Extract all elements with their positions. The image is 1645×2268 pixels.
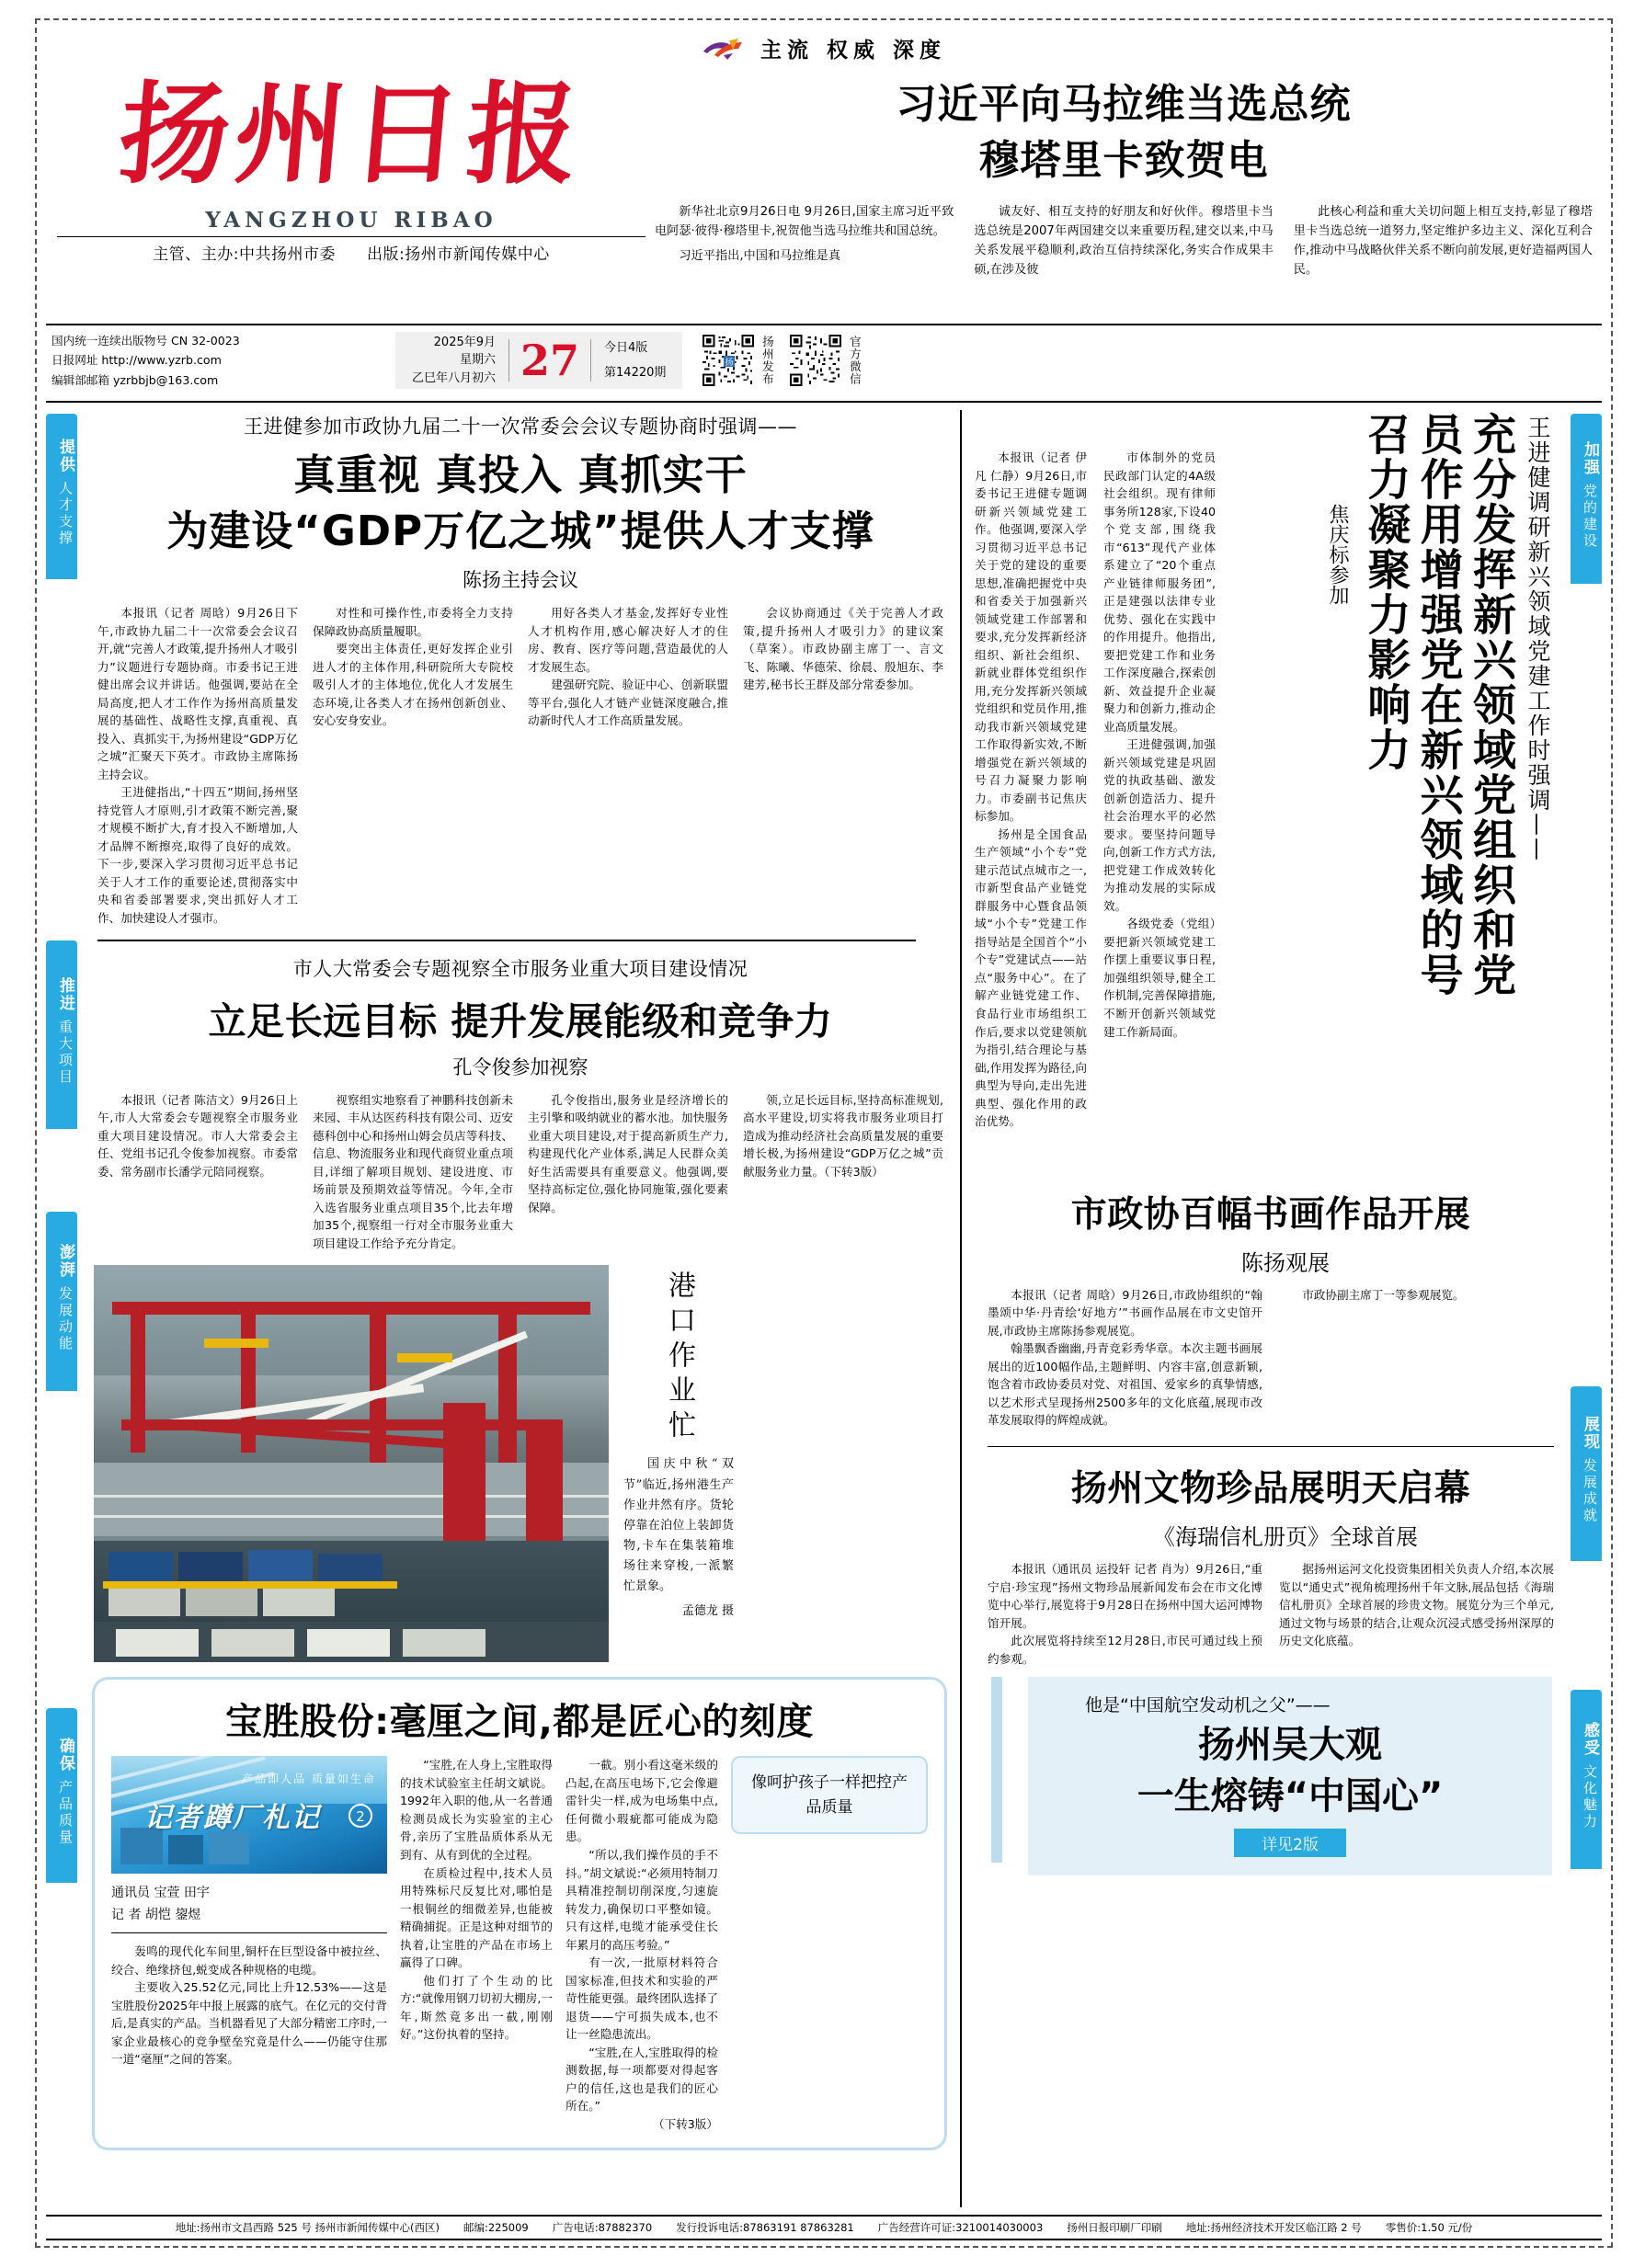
feature-sidenote-text: 像呵护孩子一样把控产品质量 <box>751 1773 908 1817</box>
credits-divider <box>111 1932 387 1933</box>
promo-wrap <box>969 1677 1602 1875</box>
section-flag-title: 展现 <box>1581 1416 1599 1452</box>
feature-para: 一截。别小看这毫米级的凸起,在高压电场下,它会像避雷针尖一样,成为电场集中点,任何微小瑕疵都可能成为隐患。 <box>565 1758 718 1844</box>
lead-col-1 <box>655 203 954 279</box>
photo-caption-para: 国庆中秋“双节”临近,扬州港生产作业井然有序。货轮停靠在泊位上装卸货物,卡车在集装箱堆场往来穿梭,一派繁忙景象。 <box>623 1457 734 1593</box>
story-headline: 充分发挥新兴领域党组织和党员作用增强党在新兴领域的号召力凝聚力影响力 <box>1360 412 1516 997</box>
section-flag-subtitle: 发展动能 <box>57 1285 74 1352</box>
story-para: 视察组实地察看了神鹏科技创新未来园、丰从达医药科技有限公司、迈安德科创中心和扬州山姆会员店等科技、信息、物流服务业和现代商贸业重点项目,详细了解项目规划、建设进度、市场前景及预期效益等情况。今年,全市入选省服务业重点项目35个,比去年增加35个,视察组一行对全市服务业重大项目建设工作给予充分肯定。 <box>313 1092 513 1250</box>
lead-headline <box>655 77 1593 188</box>
qr-code-icon[interactable] <box>790 335 841 386</box>
story-headline: 扬州文物珍品展明天启幕 <box>1070 1468 1471 1510</box>
publication-info-bar <box>46 324 1602 395</box>
story-col <box>97 1091 298 1253</box>
footer-address: 地址:扬州市文昌西路 525 号 扬州市新闻传媒中心(西区) <box>175 2221 440 2234</box>
story-para: 此次展览将持续至12月28日,市民可通过线上预约参观。 <box>988 1634 1262 1666</box>
feature-article <box>92 1677 947 2150</box>
factory-photo-caption: 产品即人品 质量如生命 <box>242 1772 376 1786</box>
party-story-body <box>969 449 1263 1131</box>
qr-label-wechat: 官方微信 <box>848 336 862 385</box>
story-subheadline: 《海瑞信札册页》全球首展 <box>1153 1524 1418 1551</box>
yangzhou-daily-logo-icon <box>702 37 749 61</box>
promo-kicker: 他是“中国航空发动机之父”—— <box>1085 1695 1331 1716</box>
promo-title-line1: 扬州吴大观 <box>1198 1724 1382 1767</box>
story-col <box>743 1091 943 1253</box>
feature-sidenote <box>731 1756 928 1834</box>
page-body <box>46 401 1602 2207</box>
story-para: 本报讯（记者 陈洁文）9月26日上午,市人大常委会专题视察全市服务业重大项目建设情况。市人大常委会主任、党组书记孔令俊参加视察。市委常委、常务副市长潘学元陪同视察。 <box>97 1092 298 1179</box>
page-count-label: 今日4版 <box>604 340 648 355</box>
story-col <box>313 1091 513 1253</box>
column-divider <box>960 410 962 2207</box>
story-para: 本报讯（记者 周晗）9月26日,市政协组织的“翰墨颂中华·丹青绘‘好地方’”书画作品展在市文史馆开展,市政协主席陈扬参观展览。 <box>988 1287 1262 1338</box>
svg-text:扬: 扬 <box>725 357 735 368</box>
footer-ad-phone: 广告电话:87882370 <box>552 2221 653 2234</box>
footer-price: 零售价:1.50 元/份 <box>1385 2221 1473 2234</box>
lead-para: 习近平指出,中国和马拉维是真 <box>679 249 841 264</box>
email-label[interactable]: 编辑部邮箱 yzrbbjb@163.com <box>51 372 219 387</box>
story-body <box>97 1091 943 1253</box>
lead-col-2 <box>974 203 1273 279</box>
nameplate <box>57 68 645 264</box>
feature-para: 他们打了个生动的比方:“就像用钢刀切初大棚房,一年,斯然竟多出一截,刚刚好。”这份执着的坚持。 <box>400 1973 553 2042</box>
section-divider <box>988 1446 1554 1448</box>
story-col <box>743 604 943 927</box>
date-text-group <box>412 334 496 388</box>
section-flag-title: 推进 <box>56 976 74 1012</box>
website-label[interactable]: 日报网址 http://www.yzrb.com <box>51 353 222 368</box>
story-headline: 市政协百幅书画作品开展 <box>1070 1193 1471 1236</box>
photo-caption-title: 港口作业忙 <box>663 1271 695 1446</box>
promo-box[interactable] <box>1028 1677 1552 1875</box>
issn-label: 国内统一连续出版物号 CN 32-0023 <box>51 333 240 348</box>
left-column <box>46 403 953 2207</box>
feature-col-1 <box>111 1756 387 2133</box>
story-body <box>969 1286 1602 1430</box>
section-flag-subtitle: 人才支撑 <box>57 480 74 547</box>
story-byline: 陈扬主持会议 <box>463 569 578 591</box>
issue-number-label: 第14220期 <box>604 366 667 380</box>
story-para: 要突出主体责任,更好发挥企业引进人才的主体作用,科研院所大专院校吸引人才的主体地位,优化人才发展生态环境,让各类人才在扬州创新创业、安心安身安业。 <box>313 642 513 728</box>
story-subheadline: 陈扬观展 <box>1241 1249 1330 1276</box>
publication-identifiers <box>46 331 377 391</box>
section-divider <box>97 940 916 941</box>
story-col <box>528 1091 728 1253</box>
promo-title-line2: 一生熔铸“中国心” <box>1137 1775 1444 1818</box>
section-flag-party-building <box>1571 414 1602 584</box>
lead-col-3 <box>1294 203 1593 279</box>
story-col <box>1279 1560 1554 1668</box>
feature-col-3 <box>565 1756 718 2133</box>
date-year-month: 2025年9月 <box>433 335 497 349</box>
lead-story <box>655 77 1593 280</box>
story-para: 会议协商通过《关于完善人才政策,提升扬州人才吸引力》的建议案（草案）。市政协副主席丁一、言文飞、陈曦、华德荣、徐晨、殷旭东、李建芳,秘书长王群及部分常委参加。 <box>743 606 943 692</box>
story-col <box>1279 1286 1554 1430</box>
section-flag-subtitle: 产品质量 <box>57 1779 74 1846</box>
slogan-text: 主流 权威 深度 <box>760 39 946 63</box>
lead-para: 新华社北京9月26日电 9月26日,国家主席习近平致电阿瑟·彼得·穆塔里卡,祝贺他当选马拉维共和国总统。 <box>655 205 954 239</box>
story-body <box>969 1560 1602 1668</box>
story-para: 建强研究院、验证中心、创新联盟等平台,强化人才链产业链深度融合,推动新时代人才工作高质量发展。 <box>528 678 728 728</box>
edition-group <box>604 336 666 386</box>
story-col <box>988 1560 1262 1668</box>
feature-para: “所以,我们操作员的手不抖。”胡文斌说:“必须用特制刀具精准控制切削深度,匀速旋转发力,确保切口平整如镜。只有这样,电缆才能承受住长年累月的高压考验。” <box>565 1848 718 1952</box>
feature-para: 主要收入25.52亿元,同比上升12.53%——这是宝胜股份2025年中报上展露的底气。在亿元的交付背后,是真实的产品。当机器看见了大部分精密工序时,一家企业最核心的竞争壁垒究竟是什么——仍能守住那一道“毫厘”之间的答案。 <box>111 1980 387 2067</box>
qr-block-wechat[interactable] <box>790 335 862 386</box>
slogan-row <box>37 33 1611 63</box>
feature-body <box>111 1756 928 2133</box>
section-flag-title: 感受 <box>1581 1721 1599 1757</box>
lead-body <box>655 203 1593 279</box>
story-para: 扬州是全国食品生产领域“小个专”党建示范试点城市之一,市新型食品产业链党群服务中心暨食品领域“小个专”党建工作指导站是全国首个“小个专”党建试点——站点“服务中心”。在了解产业链党建工作、食品行业市场组织工作后,要求以党建领航为指引,结合理论与基础,作用发挥为路径,向典型为导向,走出先进典型、强化作用的政治优势。 <box>975 826 1087 1129</box>
story-para: 各级党委（党组）要把新兴领域党建工作摆上重要议事日程,加强组织领导,健全工作机制,完善保障措施,不断开创新兴领域党建工作新局面。 <box>1103 917 1216 1039</box>
story-kicker: 王进健调研新兴领域党建工作时强调—— <box>1525 416 1551 862</box>
story-para: 市政协副主席丁一等参观展览。 <box>1302 1287 1465 1302</box>
date-block <box>395 332 682 389</box>
footer-postcode: 邮编:225009 <box>463 2221 529 2234</box>
footer-distribution-phone: 发行投诉电话:87863191 87863281 <box>676 2221 854 2234</box>
footer-print-address: 地址:扬州经济技术开发区临江路 2 号 <box>1185 2221 1362 2234</box>
photo-caption-text <box>623 1454 734 1597</box>
lead-para: 此核心利益和重大关切问题上相互支持,彰显了穆塔里卡当选总统一道努力,坚定维护多边主义、深化互利合作,推动中马战略伙伴关系不断向前发展,更好造福两国人民。 <box>1293 205 1593 278</box>
story-byline: 焦庆标参加 <box>1326 504 1350 605</box>
publisher-label: 出版:扬州市新闻传媒中心 <box>367 245 550 265</box>
administrator-label: 主管、主办:中共扬州市委 <box>153 245 336 265</box>
photo-caption <box>623 1265 734 1662</box>
feature-correspondent: 通讯员 宝萱 田宇 <box>111 1886 210 1901</box>
feature-para: 轰鸣的现代化车间里,铜杆在巨型设备中被拉丝、绞合、绝缘挤包,蜕变成各种规格的电缆。 <box>111 1944 387 1977</box>
feature-para: “宝胜,在人身上,宝胜取得的技术试验室主任胡文斌说。1992年入职的他,从一名普通检测员成长为实验室的主心骨,亲历了宝胜品质体系从无到有、从有到优的全过程。 <box>400 1758 553 1862</box>
feature-credits <box>111 1883 387 1927</box>
factory-photo <box>111 1756 387 1874</box>
story-col <box>1103 449 1216 1131</box>
story-para: 本报讯（记者 伊凡 仁静）9月26日,市委书记王进健专题调研新兴领域党建工作。他强调,要深入学习贯彻习近平总书记关于党的建设的重要思想,准确把握党中央和省委关于加强新兴领域党建工作部署和要求,充分发挥新经济组织、新社会组织、新就业群体党组织作用,充分发挥新兴领域党组织和党员作用,推动我市新兴领域党建工作取得新实效,不断增强党在新兴领域的号召力凝聚力影响力。市委副书记焦庆标参加。 <box>975 450 1087 824</box>
lead-headline-line2: 穆塔里卡致贺电 <box>978 136 1269 184</box>
series-number-badge: 2 <box>348 1804 372 1828</box>
story-headline: 立足长远目标 提升发展能级和竞争力 <box>208 998 833 1043</box>
story-para: 翰墨飘香幽幽,丹青竞彩秀华章。本次主题书画展展出的近100幅作品,主题鲜明、内容丰富,创意新颖,饱含着市政协委员对党、对祖国、爱家乡的真挚情感,以艺术形式呈现扬州2500多年的文化底蕴,展现市改革发展取得的辉煌成就。 <box>988 1341 1262 1428</box>
section-flag-quality-assurance <box>46 1708 77 1883</box>
page-footer <box>46 2215 1602 2240</box>
story-byline: 孔令俊参加视察 <box>452 1055 588 1078</box>
feature-para: 在质检过程中,技术人员用特殊标尺反复比对,哪怕是一根铜丝的细微差异,也能被精确捕捉。正是这种对细节的执着,让宝胜的产品在市场上赢得了口碑。 <box>400 1865 553 1970</box>
story-col <box>313 604 513 927</box>
feature-continued-note: （下转3版） <box>653 2116 718 2131</box>
qr-code-icon[interactable] <box>703 335 754 386</box>
feature-para: “宝胜,在人,宝胜取得的检测数据,每一项都要对得起客户的信任,这也是我们的匠心所在。” <box>565 2045 718 2114</box>
photo-block <box>94 1265 953 1662</box>
section-flag-title: 澎湃 <box>56 1243 74 1279</box>
section-flag-subtitle: 文化魅力 <box>1582 1763 1598 1830</box>
story-para: 对性和可操作性,市委将全力支持保障政协高质量履职。 <box>313 606 513 638</box>
photo-credit: 孟德龙 摄 <box>681 1604 734 1619</box>
story-kicker: 市人大常委会专题视察全市服务业重大项目建设情况 <box>292 957 748 980</box>
feature-col-text <box>111 1943 387 2069</box>
story-projects <box>46 954 953 1253</box>
date-lunar: 乙巳年八月初六 <box>412 370 497 385</box>
qr-label-yangzhou-fabu: 扬州发布 <box>760 336 775 385</box>
story-para: 本报讯（记者 周晗）9月26日下午,市政协九届二十一次常委会会议召开,就“完善人才政策,提升扬州人才吸引力”议题进行专题协商。市委书记王进健出席会议并讲话。他强调,要站在全局高度,把人才工作作为扬州高质量发展的基础性、战略性支撑,真重视、真投入、真抓实干,为扬州建设“GDP万亿之城”汇聚天下英才。市政协主席陈扬主持会议。 <box>97 606 298 781</box>
masthead <box>37 20 1611 324</box>
section-flag-title: 加强 <box>1581 440 1599 476</box>
story-para: 王进健指出,“十四五”期间,扬州坚持党管人才原则,引才政策不断完善,聚才规模不断扩大,育才投入不断增加,人才品牌不断擦亮,取得了良好的成效。下一步,要深入学习贯彻习近平总书记关于人才工作的重要论述,贯彻落实中央和省委部署要求,突出抓好人才工作、加快建设人才强市。 <box>97 785 298 925</box>
port-photo <box>94 1265 609 1662</box>
publisher-line <box>57 236 645 264</box>
story-headline-2: 为建设“GDP万亿之城”提供人才支撑 <box>166 506 874 555</box>
section-flag-talent-support <box>46 414 77 579</box>
story-col <box>988 1286 1262 1430</box>
story-para: 孔令俊指出,服务业是经济增长的主引擎和吸纳就业的蓄水池。加快服务业重大项目建设,对于提高新质生产力,构建现代化产业体系,满足人民群众美好生活需要具有重要意义。他强调,要坚持高标定位,强化协同施策,强化要素保障。 <box>528 1092 728 1214</box>
section-flag-title: 提供 <box>56 439 74 474</box>
section-flag-development-momentum <box>46 1212 77 1391</box>
story-para: 领,立足长远目标,坚持高标准规划,高水平建设,切实将我市服务业项目打造成为推动经济社会高质量发展的重要增长极,为扬州建设“GDP万亿之城”贡献服务业力量。（下转3版） <box>743 1092 943 1179</box>
story-para: 用好各类人才基金,发挥好专业性人才机构作用,感心解决好人才的住房、教育、医疗等问题,营造最优的人才发展生态。 <box>528 606 728 674</box>
section-flag-title: 确保 <box>56 1738 74 1773</box>
date-weekday: 星期六 <box>460 353 497 368</box>
section-flag-subtitle: 重大项目 <box>57 1019 74 1086</box>
section-flag-major-projects <box>46 940 77 1129</box>
story-col <box>528 604 728 927</box>
section-flag-development-achievements <box>1571 1386 1602 1561</box>
date-day-number: 27 <box>508 339 591 382</box>
story-body <box>97 604 943 927</box>
story-para: 本报讯（通讯员 运投轩 记者 肖为）9月26日,“重宁启·珍宝现”扬州文物珍品展新闻发布会在市文化博览中心举行,展览将于9月28日在扬州中国大运河博物馆开展。 <box>988 1562 1262 1630</box>
story-col <box>975 449 1087 1131</box>
story-col <box>97 604 298 927</box>
lead-headline-line1: 习近平向马拉维当选总统 <box>896 81 1352 128</box>
feature-para: 有一次,一批原材料符合国家标准,但技术和实验的严苛性能更强。最终团队选择了退货——宁可损失成本,也不让一丝隐患流出。 <box>565 1955 718 2042</box>
right-column <box>969 403 1602 2207</box>
feature-reporter: 记 者 胡恺 鋆煜 <box>111 1908 201 1923</box>
feature-headline: 宝胜股份:毫厘之间,都是匠心的刻度 <box>225 1701 814 1744</box>
factory-photo-series-title: 记者蹲厂札记 <box>144 1802 321 1835</box>
section-flag-subtitle: 发展成就 <box>1582 1457 1598 1524</box>
newspaper-page <box>35 18 1613 2248</box>
story-para: 王进健强调,加强新兴领域党建是巩固党的执政基础、激发创新创造活力、提升社会治理水平的必然要求。要坚持问题导向,创新工作方式方法,把党建工作成效转化为推动发展的实际成效。 <box>1103 737 1216 913</box>
story-para: 据扬州运河文化投资集团相关负责人介绍,本次展览以“通史式”视角梳理扬州千年文脉,展品包括《海瑞信札册页》全球首展的珍贵文物。展览分为三个单元,通过文物与场景的结合,让观众沉浸式感受扬州深厚的历史文化底蕴。 <box>1279 1562 1554 1648</box>
feature-col-2 <box>400 1756 553 2133</box>
lead-para: 诚友好、相互支持的好朋友和好伙伴。穆塔里卡当选总统是2007年两国建交以来重要历程,建交以来,中马关系发展平稳顺利,政治互信持续深化,务实合作成果丰硕,在涉及彼 <box>974 205 1274 278</box>
promo-see-page-button[interactable]: 详见2版 <box>1234 1829 1346 1857</box>
story-headline-1: 真重视 真投入 真抓实干 <box>293 450 748 499</box>
section-flag-subtitle: 党的建设 <box>1582 483 1598 550</box>
newspaper-title: 扬州日报 <box>113 70 589 199</box>
story-kicker: 王进健参加市政协九届二十一次常委会会议专题协商时强调—— <box>244 416 797 438</box>
story-talent <box>46 412 953 927</box>
story-para: 市体制外的党员民政部门认定的4A级社会组织。现有律师事务所128家,下设40个党支部,围绕我市“613”现代产业体系建立了“20个重点产业链律师服务团”,正是建强以法律专业优势、强化在实践中的作用提升。他指出,要把党建工作和业务工作深度融合,探索创新、效益提升企业凝聚力和创新力,推动企业高质量发展。 <box>1103 450 1216 734</box>
newspaper-title-pinyin: YANGZHOU RIBAO <box>205 208 497 234</box>
footer-printer: 扬州日报印刷厂印刷 <box>1067 2221 1162 2234</box>
footer-license: 广告经营许可证:3210014030003 <box>877 2221 1044 2234</box>
qr-block-yangzhou-fabu[interactable] <box>703 335 775 386</box>
